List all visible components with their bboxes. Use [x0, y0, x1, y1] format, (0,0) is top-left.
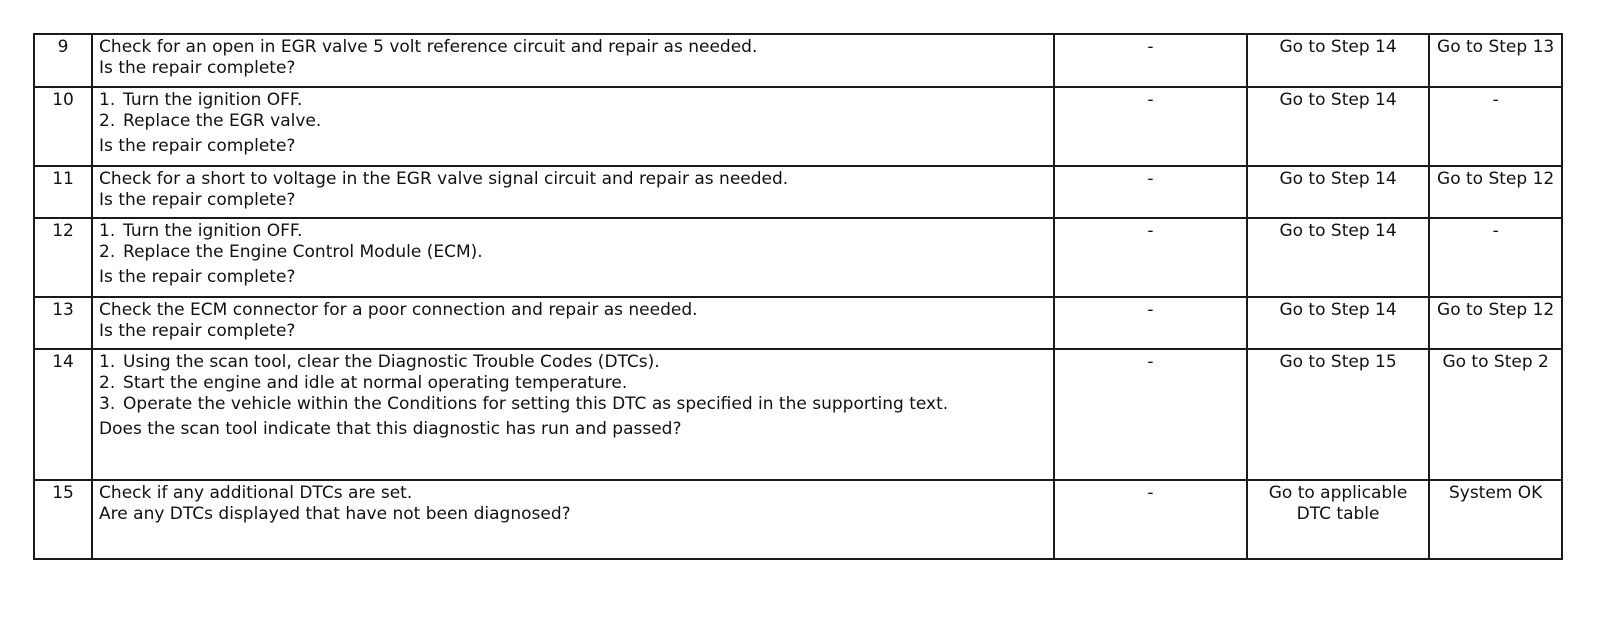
action-cell [92, 166, 1054, 218]
action-line: Check if any additional DTCs are set. [99, 483, 413, 503]
action-cell [92, 34, 1054, 87]
list-item: 3. Operate the vehicle within the Conditions for setting this DTC as specified in the supporting text. [99, 394, 949, 414]
yes-cell: Go to Step 14 [1247, 87, 1429, 166]
action-cell [92, 349, 1054, 480]
action-list [99, 221, 1047, 263]
table-row [34, 297, 1562, 349]
diagnostic-steps-table [33, 33, 1563, 560]
list-item: 2. Replace the Engine Control Module (ECM). [99, 242, 483, 262]
question: Are any DTCs displayed that have not been diagnosed? [99, 504, 571, 524]
no-cell: - [1429, 87, 1562, 166]
question: Is the repair complete? [99, 136, 296, 156]
question: Is the repair complete? [99, 58, 296, 78]
value-cell: - [1054, 349, 1247, 480]
list-item: 2. Replace the EGR valve. [99, 111, 322, 131]
table-row [34, 166, 1562, 218]
yes-cell: Go to Step 14 [1247, 34, 1429, 87]
list-item: 2. Start the engine and idle at normal operating temperature. [99, 373, 628, 393]
table-row [34, 87, 1562, 166]
table-row [34, 218, 1562, 297]
question: Does the scan tool indicate that this diagnostic has run and passed? [99, 419, 682, 439]
yes-cell: Go to applicable DTC table [1247, 480, 1429, 559]
action-list [99, 90, 1047, 132]
action-line: Check for an open in EGR valve 5 volt reference circuit and repair as needed. [99, 37, 758, 57]
action-cell [92, 480, 1054, 559]
list-item: 1. Turn the ignition OFF. [99, 90, 303, 110]
step-number: 14 [34, 349, 92, 480]
question: Is the repair complete? [99, 267, 296, 287]
step-number: 13 [34, 297, 92, 349]
action-line: Check for a short to voltage in the EGR valve signal circuit and repair as needed. [99, 169, 789, 189]
yes-cell: Go to Step 14 [1247, 218, 1429, 297]
action-list [99, 352, 1047, 415]
step-number: 10 [34, 87, 92, 166]
action-cell [92, 297, 1054, 349]
step-number: 15 [34, 480, 92, 559]
action-cell [92, 87, 1054, 166]
no-cell: Go to Step 12 [1429, 166, 1562, 218]
no-cell: Go to Step 2 [1429, 349, 1562, 480]
table-row [34, 480, 1562, 559]
step-number: 12 [34, 218, 92, 297]
action-cell [92, 218, 1054, 297]
table-row [34, 34, 1562, 87]
no-cell: Go to Step 13 [1429, 34, 1562, 87]
list-item: 1. Turn the ignition OFF. [99, 221, 303, 241]
value-cell: - [1054, 34, 1247, 87]
diagnostic-table-sheet [33, 33, 1563, 560]
list-item: 1. Using the scan tool, clear the Diagnostic Trouble Codes (DTCs). [99, 352, 660, 372]
no-cell: System OK [1429, 480, 1562, 559]
no-cell: Go to Step 12 [1429, 297, 1562, 349]
value-cell: - [1054, 166, 1247, 218]
step-number: 11 [34, 166, 92, 218]
value-cell: - [1054, 297, 1247, 349]
action-line: Check the ECM connector for a poor connection and repair as needed. [99, 300, 698, 320]
question: Is the repair complete? [99, 190, 296, 210]
no-cell: - [1429, 218, 1562, 297]
yes-cell: Go to Step 14 [1247, 297, 1429, 349]
yes-cell: Go to Step 15 [1247, 349, 1429, 480]
step-number: 9 [34, 34, 92, 87]
value-cell: - [1054, 87, 1247, 166]
value-cell: - [1054, 218, 1247, 297]
yes-cell: Go to Step 14 [1247, 166, 1429, 218]
value-cell: - [1054, 480, 1247, 559]
table-row [34, 349, 1562, 480]
question: Is the repair complete? [99, 321, 296, 341]
